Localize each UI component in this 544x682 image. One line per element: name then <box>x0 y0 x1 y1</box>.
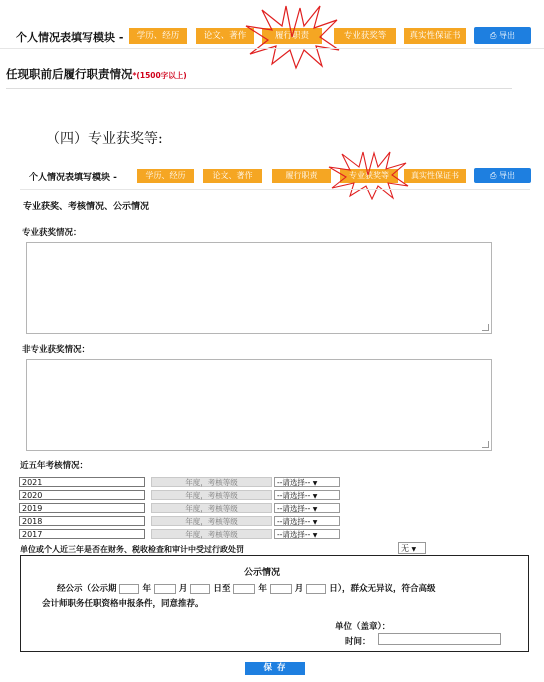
section-title <box>6 66 187 82</box>
grade-input-2021[interactable]: 年度，考核等级 <box>151 477 272 487</box>
select-value: --请选择-- <box>277 517 311 526</box>
grade-select-2021[interactable] <box>274 477 340 487</box>
penalty-select[interactable] <box>398 542 426 554</box>
tab-awards-2[interactable]: 专业获奖等 <box>340 169 398 183</box>
select-value: --请选择-- <box>277 504 311 513</box>
starburst-highlight-2 <box>326 150 410 200</box>
grade-input-2020[interactable]: 年度，考核等级 <box>151 490 272 500</box>
select-value: --请选择-- <box>277 491 311 500</box>
year-input-2017[interactable]: 2017 <box>19 529 145 539</box>
unit-seal-label: 单位（盖章）： <box>335 622 391 632</box>
export-label: 导出 <box>498 31 515 40</box>
chapter-heading: （四）专业获奖等: <box>46 131 163 147</box>
grade-select-2017[interactable] <box>274 529 340 539</box>
year-label-2: 年 <box>258 584 267 594</box>
grade-select-2019[interactable] <box>274 503 340 513</box>
award-label: 专业获奖情况： <box>22 228 82 238</box>
select-value: --请选择-- <box>277 478 311 487</box>
grade-input-2019[interactable]: 年度，考核等级 <box>151 503 272 513</box>
award-textarea[interactable] <box>26 242 492 334</box>
second-bar-divider <box>20 189 530 190</box>
dropdown-arrow-icon: ▼ <box>312 506 318 513</box>
publicity-line2: 会计师职务任职资格申报条件，同意推荐。 <box>42 599 204 609</box>
top-bar-divider <box>0 48 544 49</box>
year-input-2021[interactable]: 2021 <box>19 477 145 487</box>
penalty-question: 单位或个人近三年是否在财务、税收检查和审计中受过行政处罚 <box>20 545 244 554</box>
section-divider <box>6 88 512 89</box>
month-label: 月 <box>178 584 188 594</box>
dropdown-arrow-icon: ▼ <box>312 519 318 526</box>
print-icon: ⎙ <box>490 31 497 40</box>
start-year-input[interactable] <box>119 584 139 594</box>
publicity-title: 公示情况 <box>244 568 281 578</box>
grade-input-2017[interactable]: 年度，考核等级 <box>151 529 272 539</box>
time-input[interactable] <box>378 633 501 645</box>
nonpro-award-textarea[interactable] <box>26 359 492 451</box>
export-button-2[interactable] <box>474 168 531 183</box>
end-month-input[interactable] <box>270 584 292 594</box>
start-day-input[interactable] <box>190 584 210 594</box>
penalty-value: 无 <box>401 544 409 553</box>
grade-select-2020[interactable] <box>274 490 340 500</box>
dropdown-arrow-icon: ▼ <box>411 546 417 553</box>
publicity-statement <box>57 583 435 595</box>
dropdown-arrow-icon: ▼ <box>312 493 318 500</box>
tab-education[interactable]: 学历、经历 <box>129 28 187 44</box>
print-icon-2: ⎙ <box>490 171 497 180</box>
year-input-2018[interactable]: 2018 <box>19 516 145 526</box>
tab-papers-2[interactable]: 论文、著作 <box>203 169 262 183</box>
nonpro-award-label: 非专业获奖情况： <box>22 345 91 355</box>
month-label-2: 月 <box>294 584 304 594</box>
module-title-2: 个人情况表填写模块 - <box>29 173 117 183</box>
year-label: 年 <box>142 584 151 594</box>
year-input-2020[interactable]: 2020 <box>19 490 145 500</box>
publicity-seg1: 经公示（公示期 <box>57 584 117 594</box>
export-button[interactable] <box>474 27 531 44</box>
tab-authenticity-2[interactable]: 真实性保证书 <box>404 169 466 183</box>
tab-duties[interactable]: 履行职责 <box>262 28 322 44</box>
export-label-2: 导出 <box>498 171 515 180</box>
start-month-input[interactable] <box>154 584 176 594</box>
day-to-label: 日至 <box>213 584 231 594</box>
year-input-2019[interactable]: 2019 <box>19 503 145 513</box>
tab-awards[interactable]: 专业获奖等 <box>334 28 396 44</box>
grade-select-2018[interactable] <box>274 516 340 526</box>
assess-label: 近五年考核情况： <box>20 461 89 471</box>
length-note: *(1500字以上) <box>132 71 187 80</box>
save-button[interactable]: 保 存 <box>245 662 305 675</box>
starburst-highlight <box>242 4 342 70</box>
tab-education-2[interactable]: 学历、经历 <box>137 169 194 183</box>
form-section-title: 专业获奖、考核情况、公示情况 <box>23 202 150 212</box>
module-title: 个人情况表填写模块 - <box>16 31 124 44</box>
day-end-label: 日），群众无异议，符合高级 <box>329 584 436 594</box>
tab-papers[interactable]: 论文、著作 <box>196 28 254 44</box>
grade-input-2018[interactable]: 年度，考核等级 <box>151 516 272 526</box>
end-day-input[interactable] <box>306 584 326 594</box>
select-value: --请选择-- <box>277 530 311 539</box>
tab-authenticity[interactable]: 真实性保证书 <box>404 28 466 44</box>
tab-duties-2[interactable]: 履行职责 <box>272 169 331 183</box>
section-title-text: 任现职前后履行职责情况 <box>6 67 133 81</box>
end-year-input[interactable] <box>233 584 255 594</box>
time-label: 时间： <box>345 637 371 647</box>
dropdown-arrow-icon: ▼ <box>312 480 318 487</box>
dropdown-arrow-icon: ▼ <box>312 532 318 539</box>
